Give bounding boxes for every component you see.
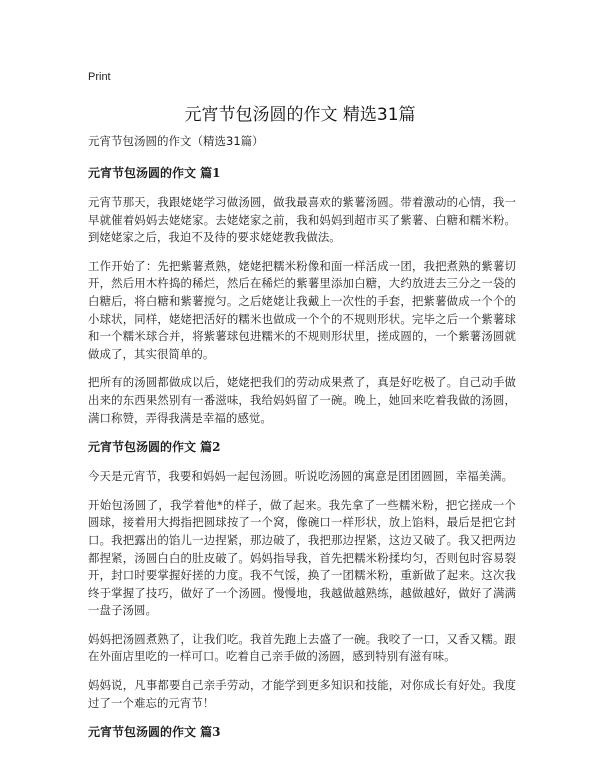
article-subtitle: 元宵节包汤圆的作文（精选31篇） <box>88 134 264 148</box>
section-heading: 元宵节包汤圆的作文 篇1 <box>88 166 221 180</box>
paragraph: 妈妈把汤圆煮熟了，让我们吃。我首先跑上去盛了一碗。我咬了一口，又香又糯。跟在外面店里吃的一样可口。吃着自己亲手做的汤圆，感到特别有滋有味。 <box>88 631 516 664</box>
section-3 <box>88 723 516 741</box>
section-2 <box>88 438 516 712</box>
page-title: 元宵节包汤圆的作文 精选31篇 <box>184 105 416 125</box>
section-heading: 元宵节包汤圆的作文 篇3 <box>88 725 221 740</box>
paragraph: 妈妈说，凡事都要自己亲手劳动，才能学到更多知识和技能，对你成长有好处。我度过了一个难忘的元宵节！ <box>88 678 516 710</box>
section-1 <box>88 164 516 427</box>
paragraph: 元宵节那天，我跟姥姥学习做汤圆，做我最喜欢的紫薯汤圆。带着激动的心情，我一早就催着妈妈去姥姥家。去姥姥家之前，我和妈妈到超市买了紫薯、白糖和糯米粉。到姥姥家之后，我迫不及待的要求姥姥教我做法。 <box>88 195 516 245</box>
section-heading: 元宵节包汤圆的作文 篇2 <box>88 440 221 455</box>
paragraph: 今天是元宵节，我要和妈妈一起包汤圆。听说吃汤圆的寓意是团团圆圆，幸福美满。 <box>88 469 514 484</box>
paragraph: 把所有的汤圆都做成以后，姥姥把我们的劳动成果煮了，真是好吃极了。自己动手做出来的东西果然别有一番滋味，我给妈妈留了一碗。晚上，她回来吃着我做的汤圆，满口称赞，弄得我满是幸福的感觉。 <box>88 375 516 425</box>
paragraph: 工作开始了：先把紫薯煮熟，姥姥把糯米粉像和面一样活成一团，我把煮熟的紫薯切开，然后用木杵捣的稀烂，然后在稀烂的紫薯里添加白糖，大约放进去三分之一袋的白糖后，将白糖和紫薯搅匀。之后姥姥让我戴上一次性的手套，把紫薯做成一个个的小球状，同样，姥姥把活好的糯米也做成一个个的不规则形状。完毕之后一个紫薯球和一个糯米球合并，将紫薯球包进糯米的不规则形状里，搓成圆的，一个紫薯汤圆就做成了，其实很简单的。 <box>88 258 516 361</box>
paragraph: 开始包汤圆了，我学着他*的样子，做了起来。我先拿了一些糯米粉，把它搓成一个圆球，接着用大拇指把圆球按了一个窝，像碗口一样形状，放上馅料，最后是把它封口。我把露出的馅儿一边捏紧，那边破了，我把那边捏紧，这边又破了。我又把两边都捏紧，汤圆白白的肚皮破了。妈妈指导我，首先把糯米粉揉均匀，否则包时容易裂开，封口时要掌握好搓的力度。我不气馁，换了一团糯米粉，重新做了起来。这次我终于掌握了技巧，做好了一个汤圆。慢慢地，我越做越熟练，越做越好，做好了满满一盘子汤圆。 <box>88 497 516 618</box>
print-label[interactable]: Print <box>88 71 111 83</box>
article-body <box>88 132 516 753</box>
